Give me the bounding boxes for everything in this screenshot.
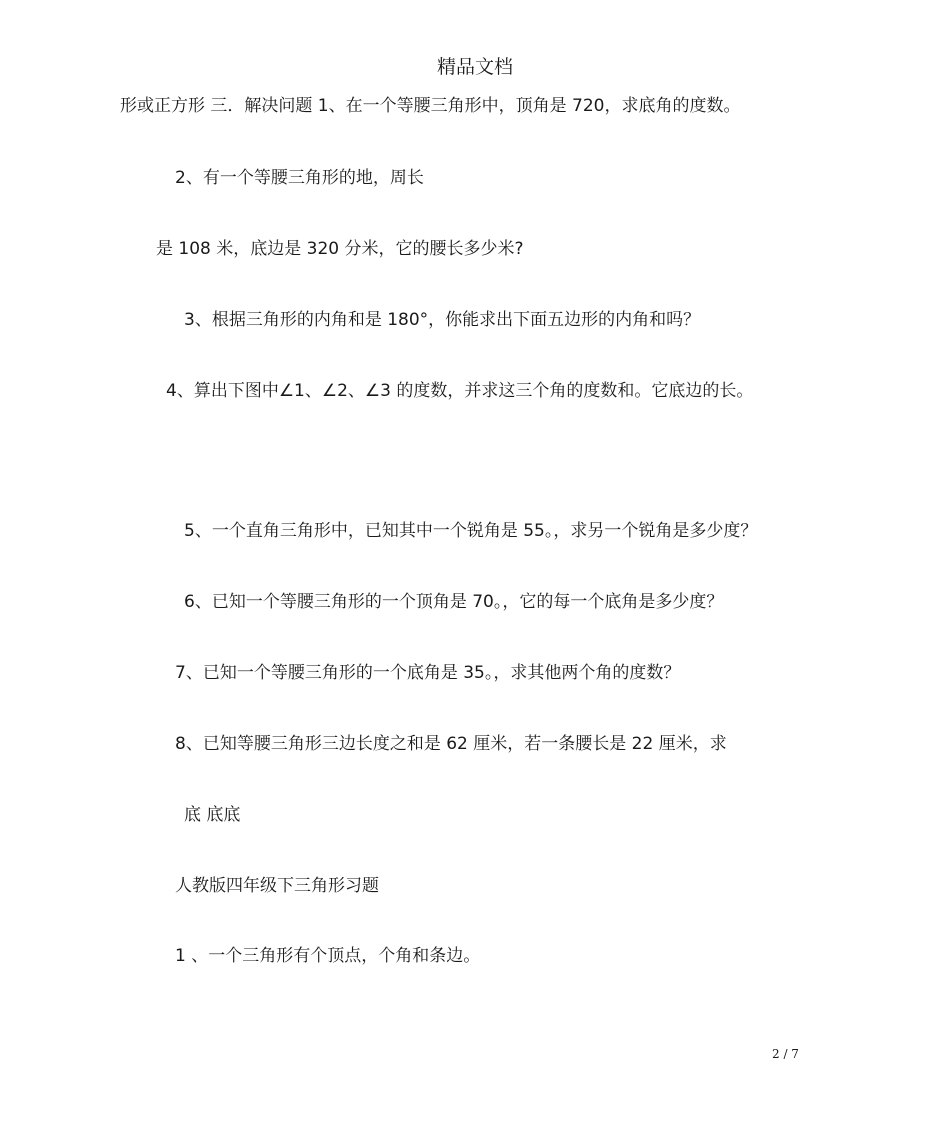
text-line-12: 1 、一个三角形有个顶点，个角和条边。 (175, 946, 481, 966)
text-line-1: 形或正方形 三．解决问题 1、在一个等腰三角形中，顶角是 720，求底角的度数。 (120, 96, 741, 116)
text-line-6: 5、一个直角三角形中，已知其中一个锐角是 55。，求另一个锐角是多少度？ (184, 521, 758, 541)
text-line-8: 7、已知一个等腰三角形的一个底角是 35。，求其他两个角的度数？ (175, 663, 681, 683)
text-line-7: 6、已知一个等腰三角形的一个顶角是 70。，它的每一个底角是多少度？ (184, 592, 724, 612)
text-line-4: 3、根据三角形的内角和是 180°，你能求出下面五边形的内角和吗？ (184, 310, 701, 330)
text-line-5: 4、算出下图中∠1、∠2、∠3 的度数，并求这三个角的度数和。它底边的长。 (166, 381, 754, 401)
text-line-11: 人教版四年级下三角形习题 (175, 876, 379, 896)
text-line-3: 是 108 米，底边是 320 分米，它的腰长多少米? (156, 239, 524, 259)
page-header-title: 精品文档 (436, 56, 513, 78)
page-number: 2 / 7 (772, 1047, 799, 1061)
text-line-2: 2、有一个等腰三角形的地，周长 (175, 168, 424, 188)
text-line-10: 底 底底 (184, 805, 241, 825)
text-line-9: 8、已知等腰三角形三边长度之和是 62 厘米，若一条腰长是 22 厘米，求 (175, 734, 727, 754)
